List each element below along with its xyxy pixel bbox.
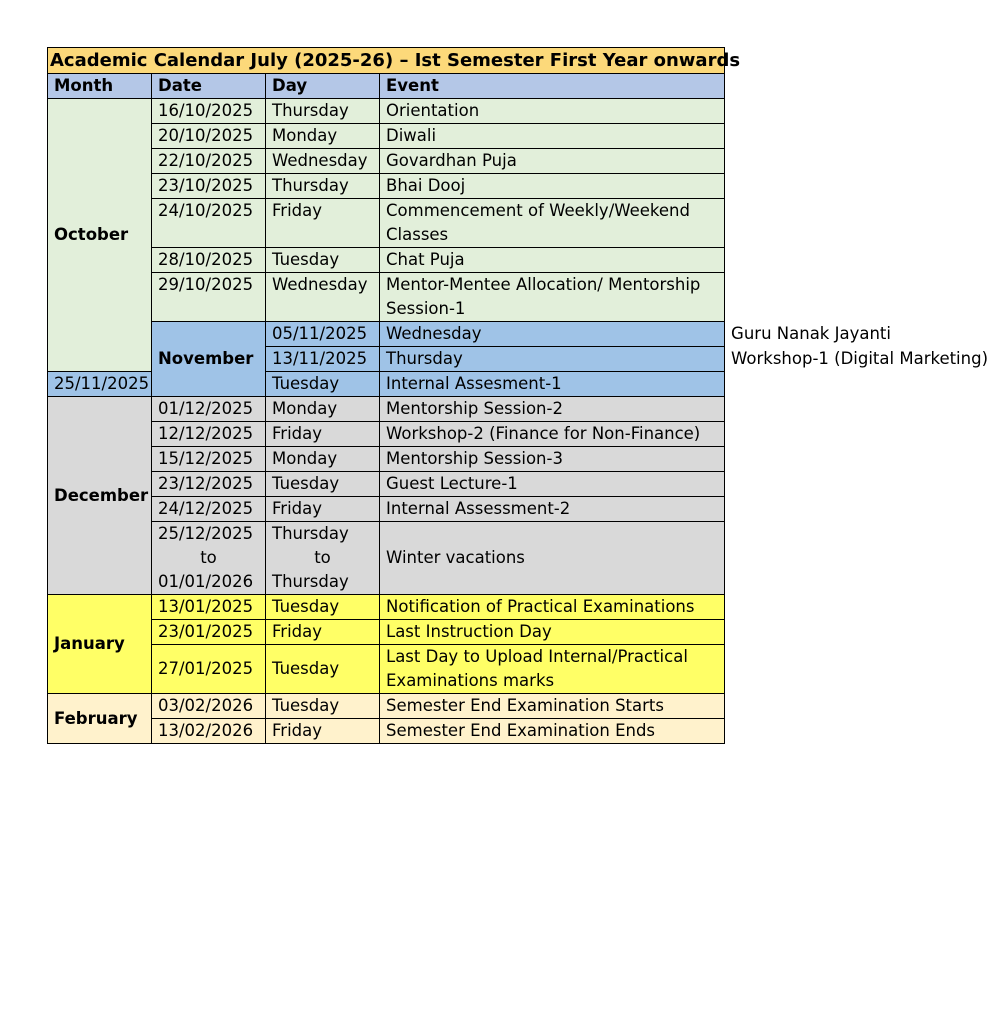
date-cell: 23/10/2025 — [152, 174, 266, 199]
event-cell: Mentorship Session-2 — [380, 397, 725, 422]
event-cell: Orientation — [380, 99, 725, 124]
day-cell: Friday — [266, 497, 380, 522]
day-cell: Friday — [266, 199, 380, 248]
event-cell: Bhai Dooj — [380, 174, 725, 199]
day-cell: Friday — [266, 620, 380, 645]
month-october: October — [48, 99, 152, 372]
month-december: December — [48, 397, 152, 595]
event-cell: Commencement of Weekly/Weekend Classes — [380, 199, 725, 248]
event-cell: Mentor-Mentee Allocation/ Mentorship Session-1 — [380, 273, 725, 322]
column-header-date: Date — [152, 74, 266, 99]
event-cell: Internal Assessment-2 — [380, 497, 725, 522]
date-cell: 16/10/2025 — [152, 99, 266, 124]
month-january: January — [48, 595, 152, 694]
title-row — [48, 48, 725, 74]
column-header-day: Day — [266, 74, 380, 99]
day-cell: Thursday — [266, 174, 380, 199]
table-row — [48, 99, 725, 124]
table-row: November 05/11/2025 Wednesday Guru Nanak Jayanti — [48, 322, 725, 347]
calendar-document — [47, 47, 988, 744]
table-row: 13/11/2025 Thursday Workshop-1 (Digital Marketing) — [48, 347, 725, 372]
day-cell: Tuesday — [266, 595, 380, 620]
event-cell: Internal Assesment-1 — [380, 372, 725, 397]
event-cell: Mentorship Session-3 — [380, 447, 725, 472]
column-header-month: Month — [48, 74, 152, 99]
event-cell: Govardhan Puja — [380, 149, 725, 174]
date-range-separator: to — [200, 548, 217, 567]
event-cell: Workshop-2 (Finance for Non-Finance) — [380, 422, 725, 447]
date-cell: 24/10/2025 — [152, 199, 266, 248]
academic-calendar-table — [47, 47, 988, 744]
date-range-cell — [152, 522, 266, 595]
day-range-separator: to — [314, 548, 331, 567]
date-cell: 23/12/2025 — [152, 472, 266, 497]
date-cell: 29/10/2025 — [152, 273, 266, 322]
day-range-start: Thursday — [272, 524, 349, 543]
event-cell: Chat Puja — [380, 248, 725, 273]
date-cell: 25/11/2025 — [48, 372, 152, 397]
event-cell: Notification of Practical Examinations — [380, 595, 725, 620]
day-cell: Tuesday — [266, 645, 380, 694]
month-november: November — [152, 322, 266, 397]
day-cell: Monday — [266, 124, 380, 149]
day-cell: Wednesday — [266, 149, 380, 174]
date-cell: 01/12/2025 — [152, 397, 266, 422]
date-cell: 05/11/2025 — [266, 322, 380, 347]
date-cell: 13/01/2025 — [152, 595, 266, 620]
date-cell: 03/02/2026 — [152, 694, 266, 719]
table-row — [48, 397, 725, 422]
day-cell: Monday — [266, 447, 380, 472]
date-cell: 12/12/2025 — [152, 422, 266, 447]
day-cell: Tuesday — [266, 248, 380, 273]
column-header-event: Event — [380, 74, 725, 99]
date-cell: 27/01/2025 — [152, 645, 266, 694]
day-cell: Monday — [266, 397, 380, 422]
date-cell: 24/12/2025 — [152, 497, 266, 522]
date-cell: 13/11/2025 — [266, 347, 380, 372]
event-cell: Last Instruction Day — [380, 620, 725, 645]
event-cell: Semester End Examination Ends — [380, 719, 725, 744]
table-row — [48, 694, 725, 719]
date-range-start: 25/12/2025 — [158, 524, 254, 543]
day-cell: Thursday — [380, 347, 725, 372]
date-cell: 22/10/2025 — [152, 149, 266, 174]
day-cell: Wednesday — [380, 322, 725, 347]
event-cell: Guest Lecture-1 — [380, 472, 725, 497]
event-cell: Last Day to Upload Internal/Practical Examinations marks — [380, 645, 725, 694]
table-row — [48, 372, 725, 397]
date-cell: 28/10/2025 — [152, 248, 266, 273]
event-cell: Semester End Examination Starts — [380, 694, 725, 719]
date-cell: 13/02/2026 — [152, 719, 266, 744]
day-cell: Friday — [266, 719, 380, 744]
calendar-title: Academic Calendar July (2025-26) – Ist Semester First Year onwards — [48, 48, 725, 74]
day-cell: Friday — [266, 422, 380, 447]
day-range-end: Thursday — [272, 572, 349, 591]
day-cell: Tuesday — [266, 472, 380, 497]
header-row — [48, 74, 725, 99]
date-cell: 20/10/2025 — [152, 124, 266, 149]
date-cell: 15/12/2025 — [152, 447, 266, 472]
day-cell: Wednesday — [266, 273, 380, 322]
day-cell: Tuesday — [266, 694, 380, 719]
day-range-cell — [266, 522, 380, 595]
date-range-end: 01/01/2026 — [158, 572, 254, 591]
day-cell: Thursday — [266, 99, 380, 124]
table-row — [48, 595, 725, 620]
event-cell: Winter vacations — [380, 522, 725, 595]
date-cell: 23/01/2025 — [152, 620, 266, 645]
month-february: February — [48, 694, 152, 744]
day-cell: Tuesday — [266, 372, 380, 397]
event-cell: Diwali — [380, 124, 725, 149]
